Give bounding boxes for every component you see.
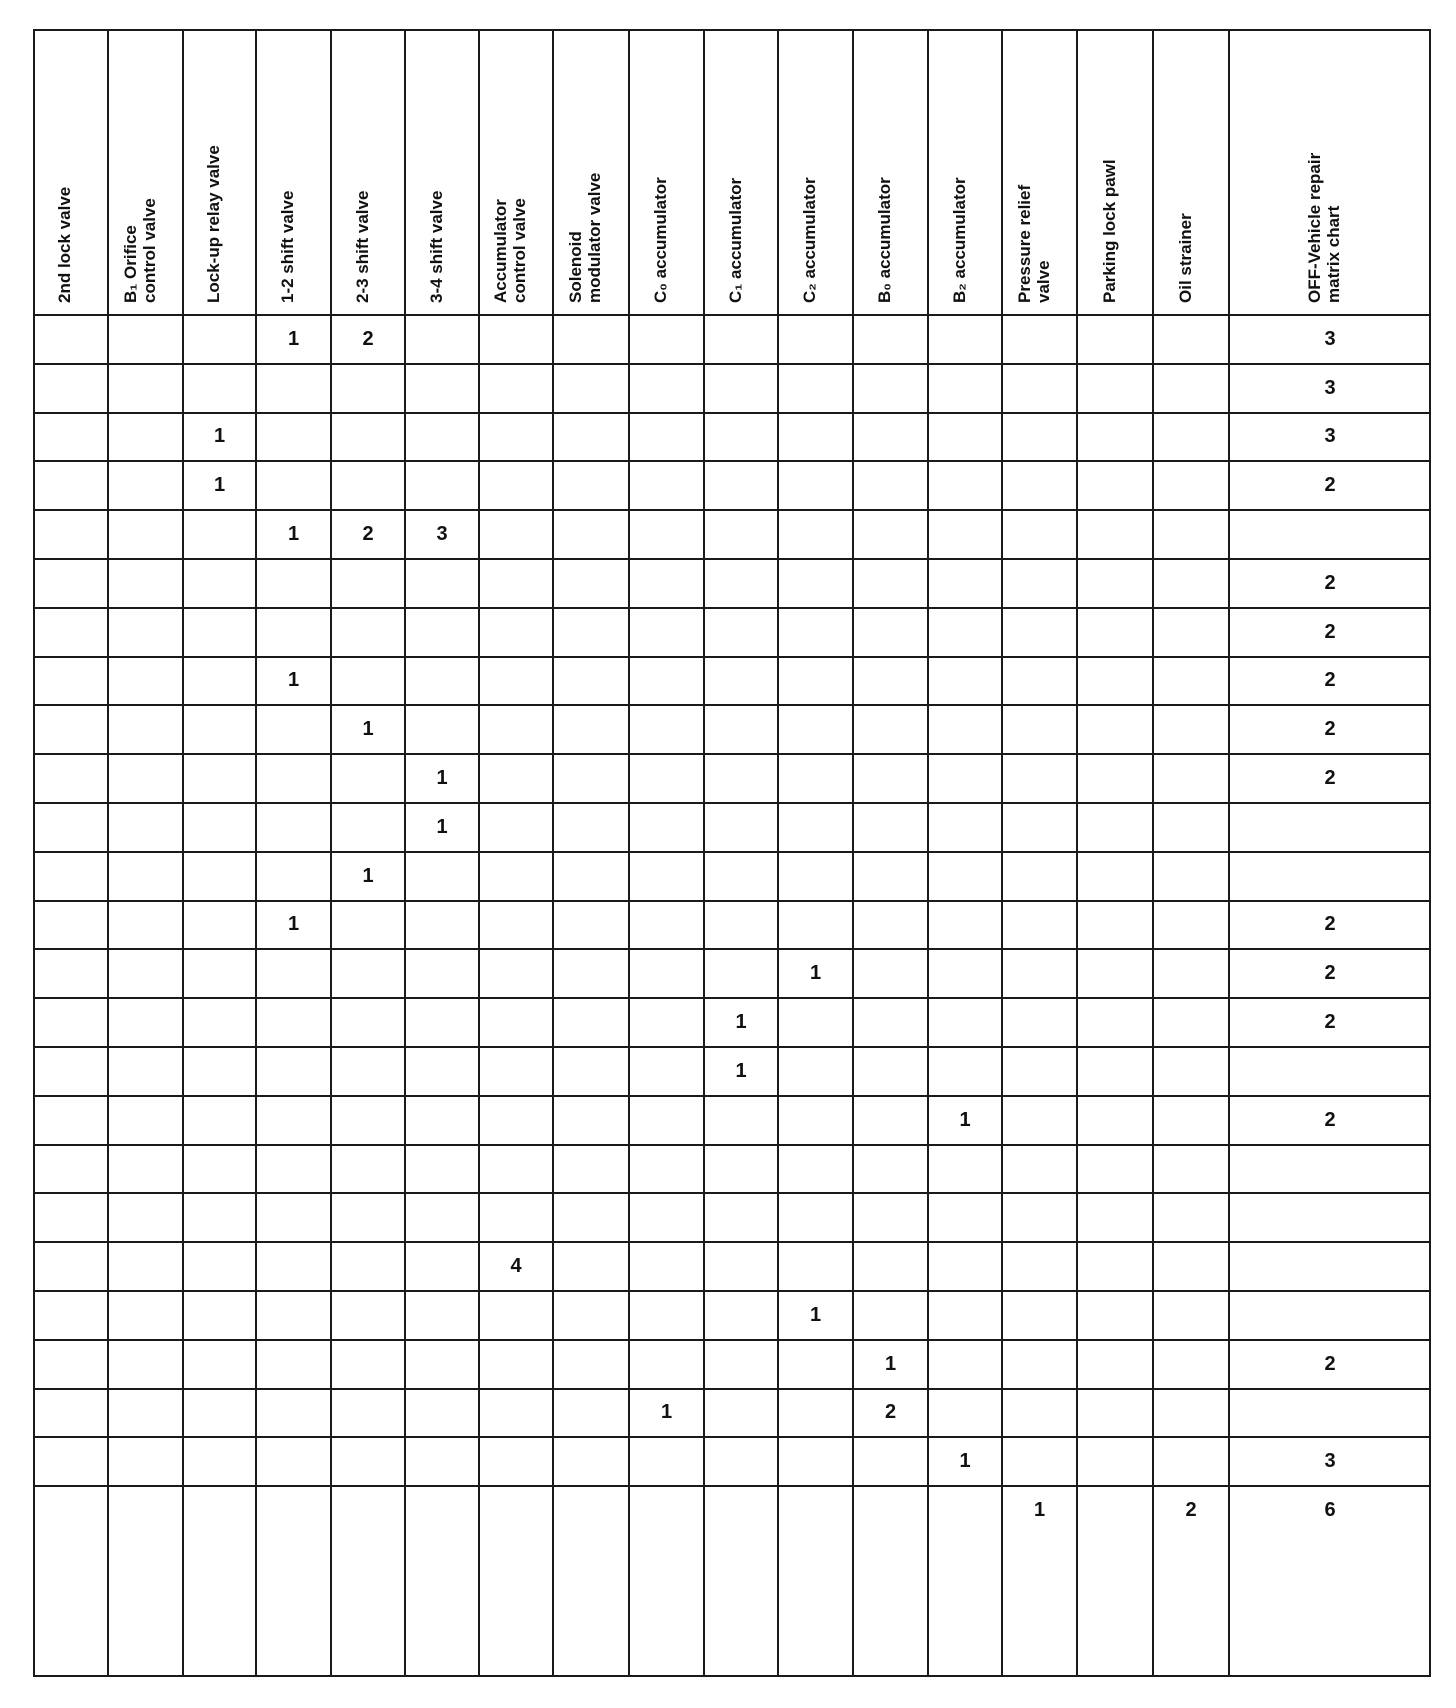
table-cell: 1	[287, 913, 300, 936]
table-cell: 6	[1324, 1499, 1336, 1522]
table-cell: 2	[1324, 571, 1336, 594]
table-cell: 1	[959, 1108, 971, 1131]
column-header-label: OFF-Vehicle repair matrix chart	[1305, 152, 1343, 303]
table-cell: 2	[1185, 1499, 1197, 1522]
table-cell: 1	[436, 815, 448, 838]
table-cell: 2	[1324, 1011, 1336, 1034]
column-header-label: 3-4 shift valve	[427, 190, 446, 303]
table-cell: 1	[362, 718, 374, 741]
table-cell: 2	[1324, 913, 1336, 936]
table-cell: 2	[1324, 1108, 1336, 1131]
column-header-label: B₂ accumulator	[950, 177, 969, 303]
table-cell: 2	[884, 1401, 897, 1424]
table-cell: 4	[510, 1255, 522, 1278]
table-cell: 1	[884, 1352, 897, 1375]
table-cell: 1	[213, 425, 226, 448]
column-header-label: Pressure relief valve	[1015, 184, 1053, 303]
table-cell: 1	[213, 474, 226, 497]
table-cell: 3	[1324, 327, 1336, 350]
table-cell: 2	[1324, 620, 1336, 643]
table-cell: 1	[1033, 1499, 1046, 1522]
table-cell: 2	[1324, 718, 1336, 741]
column-header-label: 1-2 shift valve	[278, 190, 297, 303]
table-cell: 2	[362, 327, 374, 350]
column-header-label: B₁ Orifice control valve	[121, 198, 159, 303]
column-header-label: 2nd lock valve	[55, 186, 74, 303]
table-cell: 1	[660, 1401, 673, 1424]
table-cell: 1	[959, 1450, 971, 1473]
table-cell: 3	[1324, 1450, 1336, 1473]
column-header-label: Solenoid modulator valve	[566, 172, 604, 303]
table-cell: 1	[735, 1011, 747, 1034]
table-cell: 2	[362, 523, 374, 546]
repair-matrix-table	[33, 29, 1431, 1677]
column-header-label: Lock-up relay valve	[204, 145, 223, 303]
table-cell: 2	[1324, 474, 1336, 497]
table-cell: 3	[1324, 376, 1336, 399]
table-cell: 3	[1324, 425, 1336, 448]
table-cell: 1	[809, 962, 822, 985]
table-cell: 2	[1324, 962, 1336, 985]
column-header-label: C₁ accumulator	[726, 177, 745, 303]
column-header-label: 2-3 shift valve	[353, 190, 372, 303]
table-cell: 2	[1324, 1352, 1336, 1375]
table-cell: 1	[809, 1303, 822, 1326]
table-cell: 2	[1324, 767, 1336, 790]
column-header-label: C₀ accumulator	[651, 177, 670, 303]
column-header-label: B₀ accumulator	[875, 177, 894, 303]
table-cell: 1	[735, 1059, 747, 1082]
column-header-label: Parking lock pawl	[1100, 159, 1119, 303]
table-cell: 1	[287, 669, 300, 692]
column-header-label: Oil strainer	[1176, 213, 1195, 303]
table-cell: 1	[287, 523, 300, 546]
table-cell: 2	[1324, 669, 1336, 692]
table-border	[33, 29, 1431, 1677]
table-cell: 3	[436, 523, 448, 546]
column-header-label: C₂ accumulator	[800, 177, 819, 303]
table-cell: 1	[287, 327, 300, 350]
table-cell: 1	[362, 864, 374, 887]
table-cell: 1	[436, 767, 448, 790]
column-header-label: Accumulator control valve	[491, 198, 529, 303]
